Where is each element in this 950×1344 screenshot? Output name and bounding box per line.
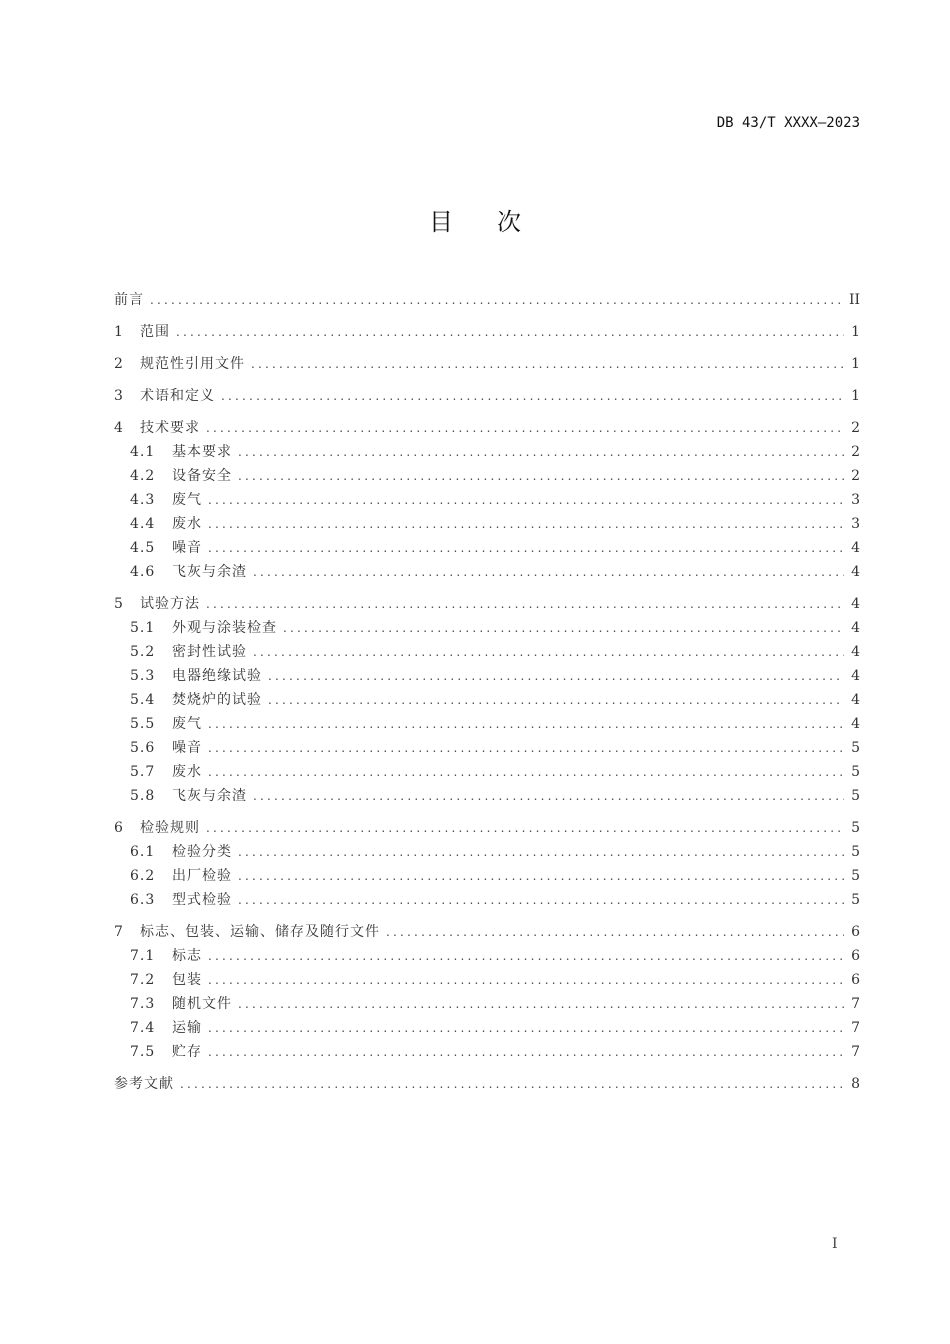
toc-entry[interactable] bbox=[114, 816, 860, 840]
toc-entry[interactable] bbox=[114, 640, 860, 664]
toc-entry-page: 5 bbox=[851, 740, 860, 756]
toc-entry-label: 基本要求 bbox=[172, 444, 232, 460]
toc-entry[interactable] bbox=[114, 384, 860, 408]
toc-entry-label: 噪音 bbox=[172, 540, 202, 556]
toc-entry-page: 5 bbox=[851, 844, 860, 860]
dot-leader bbox=[253, 560, 844, 584]
toc-entry[interactable] bbox=[114, 1072, 860, 1096]
toc-entry-number: 7.4 bbox=[130, 1020, 156, 1036]
toc-entry-number: 7.2 bbox=[130, 972, 156, 988]
dot-leader bbox=[221, 384, 844, 408]
toc-entry-label: 飞灰与余渣 bbox=[172, 564, 247, 580]
toc-entry-page: 4 bbox=[851, 668, 860, 684]
dot-leader bbox=[238, 440, 844, 464]
toc-entry-page: 2 bbox=[851, 444, 860, 460]
dot-leader bbox=[253, 640, 844, 664]
toc-entry-number: 5.7 bbox=[130, 764, 156, 780]
toc-entry-page: 1 bbox=[851, 356, 860, 372]
toc-entry-label: 废气 bbox=[172, 492, 202, 508]
toc-entry-number: 5.6 bbox=[130, 740, 156, 756]
dot-leader bbox=[238, 888, 844, 912]
footer-page-number: I bbox=[832, 1236, 838, 1252]
toc-entry[interactable] bbox=[114, 968, 860, 992]
dot-leader bbox=[253, 784, 844, 808]
toc-entry-label: 检验分类 bbox=[172, 844, 232, 860]
dot-leader bbox=[386, 920, 844, 944]
toc-entry-label: 废气 bbox=[172, 716, 202, 732]
toc-entry[interactable] bbox=[114, 712, 860, 736]
toc-entry-label: 技术要求 bbox=[140, 420, 200, 436]
toc-entry-number: 5.2 bbox=[130, 644, 156, 660]
toc-entry-page: 3 bbox=[851, 492, 860, 508]
toc-entry-page: 5 bbox=[851, 764, 860, 780]
toc-entry-label: 密封性试验 bbox=[172, 644, 247, 660]
toc-entry-number: 6.1 bbox=[130, 844, 156, 860]
toc-entry-page: 4 bbox=[851, 540, 860, 556]
toc-entry-page: 4 bbox=[851, 692, 860, 708]
toc-entry-page: 4 bbox=[851, 596, 860, 612]
toc-entry-page: 6 bbox=[851, 924, 860, 940]
toc-entry-label: 贮存 bbox=[172, 1044, 202, 1060]
toc-entry-page: 6 bbox=[851, 972, 860, 988]
toc-entry[interactable] bbox=[114, 864, 860, 888]
toc-entry-page: 7 bbox=[851, 1020, 860, 1036]
toc-entry[interactable] bbox=[114, 688, 860, 712]
toc-entry-number: 7 bbox=[114, 924, 123, 940]
toc-entry[interactable] bbox=[114, 944, 860, 968]
toc-entry[interactable] bbox=[114, 560, 860, 584]
toc-entry-label: 型式检验 bbox=[172, 892, 232, 908]
toc-entry-label: 废水 bbox=[172, 764, 202, 780]
toc-entry-number: 3 bbox=[114, 388, 123, 404]
toc-entry-number: 4.2 bbox=[130, 468, 156, 484]
toc-entry-number: 6.3 bbox=[130, 892, 156, 908]
dot-leader bbox=[208, 736, 844, 760]
toc-entry-label: 运输 bbox=[172, 1020, 202, 1036]
toc-entry-number: 5.1 bbox=[130, 620, 156, 636]
toc-entry-label: 电器绝缘试验 bbox=[172, 668, 262, 684]
document-code: DB 43/T XXXX—2023 bbox=[716, 115, 860, 131]
toc-entry[interactable] bbox=[114, 616, 860, 640]
toc-entry-page: 5 bbox=[851, 868, 860, 884]
toc-entry-number: 4 bbox=[114, 420, 123, 436]
toc-entry-page: 5 bbox=[851, 820, 860, 836]
toc-entry-number: 5.3 bbox=[130, 668, 156, 684]
toc-entry-page: 5 bbox=[851, 788, 860, 804]
dot-leader bbox=[208, 760, 844, 784]
toc-entry-label: 前言 bbox=[114, 292, 144, 308]
dot-leader bbox=[208, 536, 844, 560]
dot-leader bbox=[208, 944, 844, 968]
toc-entry-page: 2 bbox=[851, 420, 860, 436]
toc-entry-number: 4.4 bbox=[130, 516, 156, 532]
toc-entry[interactable] bbox=[114, 464, 860, 488]
toc-entry-number: 7.1 bbox=[130, 948, 156, 964]
table-of-contents bbox=[114, 288, 860, 1096]
toc-entry[interactable] bbox=[114, 992, 860, 1016]
toc-entry[interactable] bbox=[114, 320, 860, 344]
toc-entry-page: 4 bbox=[851, 716, 860, 732]
toc-entry-number: 7.3 bbox=[130, 996, 156, 1012]
toc-entry-label: 参考文献 bbox=[114, 1076, 174, 1092]
toc-entry-page: 7 bbox=[851, 1044, 860, 1060]
dot-leader bbox=[208, 1016, 844, 1040]
toc-entry[interactable] bbox=[114, 888, 860, 912]
toc-entry-number: 5.8 bbox=[130, 788, 156, 804]
page-title: 目次 bbox=[429, 208, 565, 236]
toc-entry-number: 4.1 bbox=[130, 444, 156, 460]
toc-entry[interactable] bbox=[114, 920, 860, 944]
toc-entry[interactable] bbox=[114, 288, 860, 312]
dot-leader bbox=[251, 352, 844, 376]
toc-entry-label: 外观与涂装检查 bbox=[172, 620, 277, 636]
dot-leader bbox=[150, 288, 843, 312]
toc-entry-page: 4 bbox=[851, 564, 860, 580]
toc-entry-label: 包装 bbox=[172, 972, 202, 988]
toc-entry-number: 6.2 bbox=[130, 868, 156, 884]
dot-leader bbox=[238, 864, 844, 888]
toc-entry[interactable] bbox=[114, 416, 860, 440]
toc-entry-number: 5 bbox=[114, 596, 123, 612]
toc-entry-number: 1 bbox=[114, 324, 123, 340]
toc-entry[interactable] bbox=[114, 1040, 860, 1064]
dot-leader bbox=[208, 1040, 844, 1064]
toc-entry-page: 1 bbox=[851, 388, 860, 404]
dot-leader bbox=[208, 968, 844, 992]
dot-leader bbox=[238, 992, 844, 1016]
toc-entry-label: 术语和定义 bbox=[140, 388, 215, 404]
toc-entry[interactable] bbox=[114, 1016, 860, 1040]
toc-entry-page: 2 bbox=[851, 468, 860, 484]
toc-entry[interactable] bbox=[114, 664, 860, 688]
toc-entry-label: 范围 bbox=[140, 324, 170, 340]
toc-entry-page: 8 bbox=[851, 1076, 860, 1092]
toc-entry-label: 规范性引用文件 bbox=[140, 356, 245, 372]
toc-entry-number: 4.6 bbox=[130, 564, 156, 580]
toc-entry[interactable] bbox=[114, 760, 860, 784]
toc-entry-page: 3 bbox=[851, 516, 860, 532]
toc-entry[interactable] bbox=[114, 488, 860, 512]
dot-leader bbox=[238, 464, 844, 488]
toc-entry-label: 噪音 bbox=[172, 740, 202, 756]
toc-entry-page: 7 bbox=[851, 996, 860, 1012]
toc-entry-label: 飞灰与余渣 bbox=[172, 788, 247, 804]
toc-entry[interactable] bbox=[114, 352, 860, 376]
toc-entry-page: 1 bbox=[851, 324, 860, 340]
dot-leader bbox=[208, 512, 844, 536]
toc-entry-page: 5 bbox=[851, 892, 860, 908]
dot-leader bbox=[268, 688, 844, 712]
dot-leader bbox=[206, 592, 844, 616]
toc-entry[interactable] bbox=[114, 536, 860, 560]
dot-leader bbox=[180, 1072, 844, 1096]
toc-entry-page: 4 bbox=[851, 620, 860, 636]
toc-entry[interactable] bbox=[114, 784, 860, 808]
toc-entry-number: 4.3 bbox=[130, 492, 156, 508]
toc-entry[interactable] bbox=[114, 592, 860, 616]
toc-entry-number: 2 bbox=[114, 356, 123, 372]
toc-entry-label: 焚烧炉的试验 bbox=[172, 692, 262, 708]
toc-entry-label: 检验规则 bbox=[140, 820, 200, 836]
toc-entry-page: 4 bbox=[851, 644, 860, 660]
toc-entry[interactable] bbox=[114, 440, 860, 464]
dot-leader bbox=[206, 416, 844, 440]
toc-entry-label: 标志、包装、运输、储存及随行文件 bbox=[140, 924, 380, 940]
dot-leader bbox=[176, 320, 844, 344]
toc-entry-label: 标志 bbox=[172, 948, 202, 964]
dot-leader bbox=[208, 488, 844, 512]
toc-entry-label: 废水 bbox=[172, 516, 202, 532]
toc-entry[interactable] bbox=[114, 736, 860, 760]
toc-entry-label: 随机文件 bbox=[172, 996, 232, 1012]
dot-leader bbox=[283, 616, 844, 640]
dot-leader bbox=[206, 816, 844, 840]
toc-entry-number: 5.5 bbox=[130, 716, 156, 732]
toc-entry-number: 4.5 bbox=[130, 540, 156, 556]
toc-entry-label: 设备安全 bbox=[172, 468, 232, 484]
dot-leader bbox=[238, 840, 844, 864]
toc-entry[interactable] bbox=[114, 512, 860, 536]
toc-entry-label: 出厂检验 bbox=[172, 868, 232, 884]
toc-entry-number: 6 bbox=[114, 820, 123, 836]
toc-entry-number: 5.4 bbox=[130, 692, 156, 708]
dot-leader bbox=[208, 712, 844, 736]
toc-entry-number: 7.5 bbox=[130, 1044, 156, 1060]
toc-entry-page: II bbox=[848, 292, 860, 308]
dot-leader bbox=[268, 664, 844, 688]
toc-entry-page: 6 bbox=[851, 948, 860, 964]
toc-entry[interactable] bbox=[114, 840, 860, 864]
toc-entry-label: 试验方法 bbox=[140, 596, 200, 612]
